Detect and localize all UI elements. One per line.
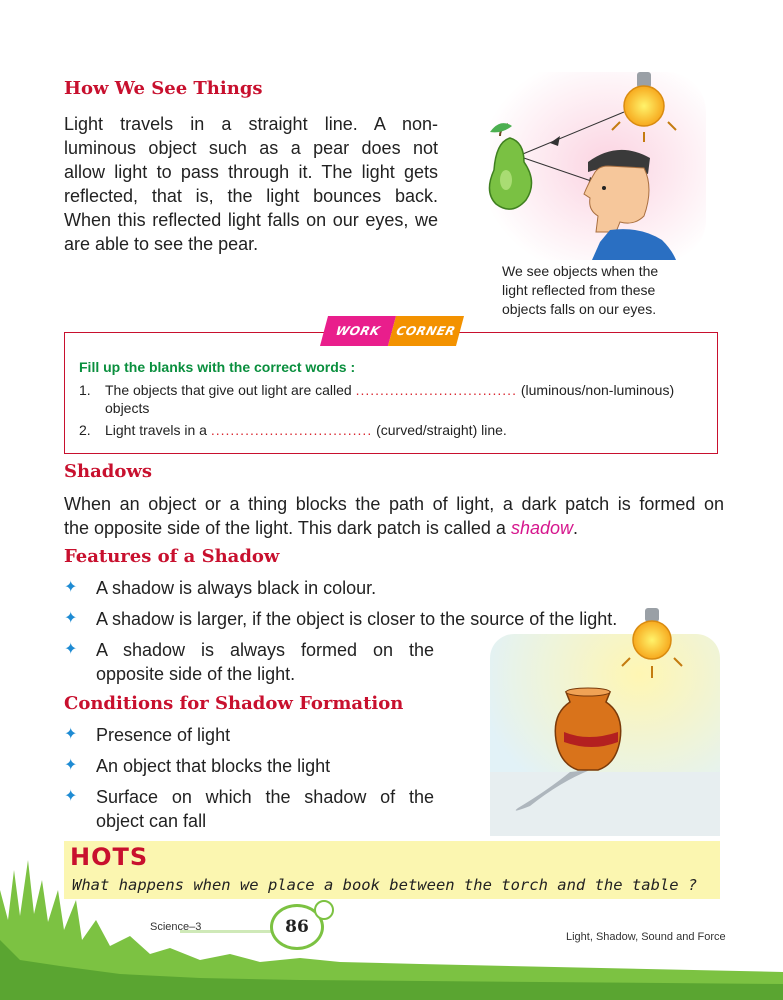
- question-2: 2. Light travels in a ................................. (curved/straight) line.: [79, 422, 507, 438]
- hots-title: HOTS: [70, 843, 149, 871]
- work-corner-badge: WORK CORNER: [324, 316, 460, 346]
- section-heading-how-we-see: How We See Things: [64, 78, 263, 99]
- list-item: ✦ Presence of light: [64, 725, 231, 745]
- star-bullet-icon: ✦: [64, 726, 78, 743]
- paragraph-shadows: When an object or a thing blocks the path of light, a dark patch is formed on the opposite side of the light. This dark patch is called a shadow.: [64, 494, 724, 538]
- footer-chapter: Light, Shadow, Sound and Force: [566, 931, 726, 943]
- vase-shadow-illustration: [490, 604, 720, 836]
- page-number: 86: [270, 904, 324, 950]
- section-heading-shadows: Shadows: [64, 461, 152, 482]
- section-heading-features: Features of a Shadow: [64, 546, 280, 567]
- work-corner-title: Fill up the blanks with the correct words :: [79, 359, 356, 375]
- conditions-list: [64, 723, 444, 840]
- question-1: 1. The objects that give out light are called ................................. (luminous/non-luminous) objects: [79, 382, 675, 416]
- grass-decoration: [0, 850, 783, 1000]
- hots-question: What happens when we place a book between the torch and the table ?: [72, 876, 698, 894]
- blank-1[interactable]: .................................: [355, 382, 517, 398]
- term-shadow: shadow: [510, 518, 573, 538]
- list-item: ✦ Surface on which the shadow of the object can fall: [64, 787, 434, 831]
- page-number-dot: [314, 900, 334, 920]
- footer-subject: Science–3: [150, 921, 202, 933]
- section-heading-conditions: Conditions for Shadow Formation: [64, 693, 404, 714]
- illustration-caption: We see objects when the light reflected from these objects falls on our eyes.: [502, 263, 659, 317]
- star-bullet-icon: ✦: [64, 610, 78, 627]
- list-item: ✦ A shadow is larger, if the object is closer to the source of the light.: [64, 609, 618, 629]
- paragraph-how-we-see: Light travels in a straight line. A non- luminous object such as a pear does not allow light to pass through it. The light gets reflected, that is, the light bounces back. When this reflected light falls on our eyes, we are able to see the pear.: [64, 114, 438, 254]
- star-bullet-icon: ✦: [64, 641, 78, 658]
- star-bullet-icon: ✦: [64, 788, 78, 805]
- work-corner-box: [64, 332, 718, 454]
- star-bullet-icon: ✦: [64, 579, 78, 596]
- list-item: ✦ A shadow is always formed on the opposite side of the light.: [64, 640, 434, 684]
- star-bullet-icon: ✦: [64, 757, 78, 774]
- pear-reflection-illustration: [470, 64, 710, 260]
- list-item: ✦ An object that blocks the light: [64, 756, 331, 776]
- blank-2[interactable]: .................................: [210, 422, 373, 438]
- list-item: ✦ A shadow is always black in colour.: [64, 578, 377, 598]
